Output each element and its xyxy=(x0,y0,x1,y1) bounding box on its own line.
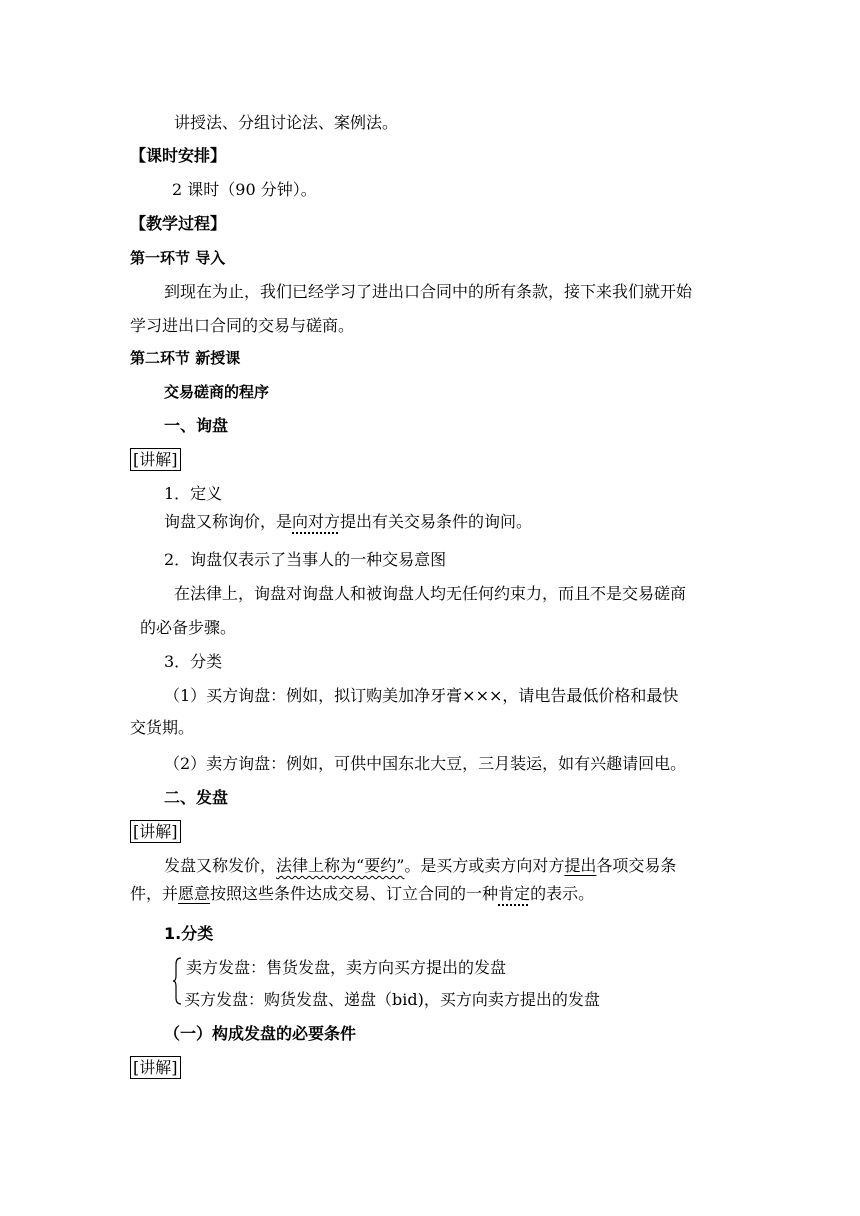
brace-icon xyxy=(172,956,182,1006)
emphasis-dots: 向对方 xyxy=(292,512,341,531)
offer-line-1: 发盘又称发价，法律上称为“要约”。是买方或卖方向对方提出各项交易条 xyxy=(164,856,677,875)
buyer-inquiry-line-1: （1）买方询盘：例如，拟订购美加净牙膏×××，请电告最低价格和最快 xyxy=(164,686,679,705)
offer-heading: 二、发盘 xyxy=(164,788,229,807)
law-line-2: 的必备步骤。 xyxy=(140,618,237,637)
procedure-heading: 交易磋商的程序 xyxy=(164,383,270,401)
definition-text: 询盘又称询价，是向对方提出有关交易条件的询问。 xyxy=(164,512,533,531)
emphasis-underline: 提出 xyxy=(564,856,597,875)
classification-heading: 3．分类 xyxy=(164,652,223,671)
intro-line-1: 到现在为止，我们已经学习了进出口合同中的所有条款，接下来我们就开始 xyxy=(164,282,693,301)
period-heading: 【课时安排】 xyxy=(130,146,227,165)
definition-number: 1．定义 xyxy=(164,484,223,503)
inquiry-heading: 一、询盘 xyxy=(164,416,229,435)
step1-heading: 第一环节 导入 xyxy=(130,249,226,267)
buyer-inquiry-line-2: 交货期。 xyxy=(130,718,195,737)
seller-inquiry: （2）卖方询盘：例如，可供中国东北大豆，三月装运，如有兴趣请回电。 xyxy=(164,754,687,773)
intro-line-2: 学习进出口合同的交易与磋商。 xyxy=(130,316,355,335)
emphasis-underline: 愿意 xyxy=(178,884,211,903)
explain-label-1: [讲解] xyxy=(130,450,181,470)
seller-offer: 卖方发盘：售货发盘，卖方向买方提出的发盘 xyxy=(186,958,507,977)
intent-heading: 2．询盘仅表示了当事人的一种交易意图 xyxy=(164,550,447,569)
emphasis-dots: 肯定 xyxy=(498,884,531,903)
explain-label-3: [讲解] xyxy=(130,1058,181,1078)
explain-label-2: [讲解] xyxy=(130,822,181,842)
law-line-1: 在法律上，询盘对询盘人和被询盘人均无任何约束力，而且不是交易磋商 xyxy=(174,584,687,603)
step2-heading: 第二环节 新授课 xyxy=(130,349,241,367)
buyer-offer: 买方发盘：购货发盘、递盘（bid)，买方向卖方提出的发盘 xyxy=(184,990,600,1009)
teaching-methods: 讲授法、分组讨论法、案例法。 xyxy=(174,113,399,132)
emphasis-wavy: 法律上称为“要约” xyxy=(276,856,405,875)
conditions-heading: （一）构成发盘的必要条件 xyxy=(164,1024,357,1043)
offer-classification-heading: 1.分类 xyxy=(164,924,214,943)
process-heading: 【教学过程】 xyxy=(130,214,227,233)
offer-line-2: 件，并愿意按照这些条件达成交易、订立合同的一种肯定的表示。 xyxy=(130,884,595,903)
period-text: 2 课时（90 分钟）。 xyxy=(172,180,317,199)
